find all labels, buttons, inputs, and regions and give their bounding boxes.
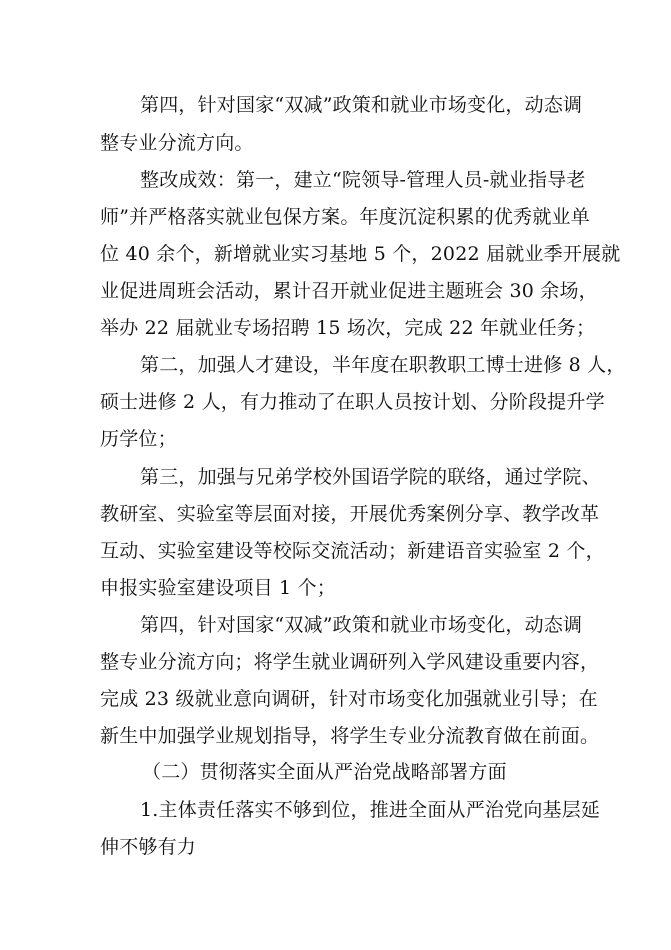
paragraph-line: 整专业分流方向；将学生就业调研列入学风建设重要内容， <box>100 651 600 673</box>
paragraph-line: 第二，加强人才建设，半年度在职教职工博士进修 8 人， <box>140 354 626 376</box>
section-heading: （二）贯彻落实全面从严治党战略部署方面 <box>142 761 507 783</box>
paragraph-line: 申报实验室建设项目 1 个； <box>100 577 336 599</box>
paragraph-line: 教研室、实验室等层面对接，开展优秀案例分享、教学改革 <box>100 503 600 525</box>
paragraph-line: 第四，针对国家“双减”政策和就业市场变化，动态调 <box>140 94 583 116</box>
paragraph-line: 师”并严格落实就业包保方案。年度沉淀积累的优秀就业单 <box>100 206 590 228</box>
paragraph-line: 新生中加强学业规划指导，将学生专业分流教育做在前面。 <box>100 725 600 747</box>
paragraph-line: 整改成效：第一，建立“院领导-管理人员-就业指导老 <box>140 169 586 191</box>
paragraph-line: 互动、实验室建设等校际交流活动；新建语音实验室 2 个， <box>100 540 605 562</box>
paragraph-line: 整专业分流方向。 <box>100 132 254 154</box>
paragraph-line: 第三，加强与兄弟学校外国语学院的联络，通过学院、 <box>140 466 601 488</box>
paragraph-line: 业促进周班会活动，累计召开就业促进主题班会 30 余场， <box>100 280 598 302</box>
paragraph-line: 举办 22 届就业专场招聘 15 场次，完成 22 年就业任务； <box>100 317 596 339</box>
subsection-heading-line: 伸不够有力 <box>100 836 197 858</box>
paragraph-line: 硕士进修 2 人，有力推动了在职人员按计划、分阶段提升学 <box>100 391 605 413</box>
paragraph-line: 位 40 余个，新增就业实习基地 5 个，2022 届就业季开展就 <box>100 243 621 265</box>
paragraph-line: 完成 23 级就业意向调研，针对市场变化加强就业引导；在 <box>100 688 598 710</box>
paragraph-line: 历学位； <box>100 428 177 450</box>
paragraph-line: 第四，针对国家“双减”政策和就业市场变化，动态调 <box>140 614 583 636</box>
subsection-heading-line: 1.主体责任落实不够到位，推进全面从严治党向基层延 <box>140 799 601 821</box>
